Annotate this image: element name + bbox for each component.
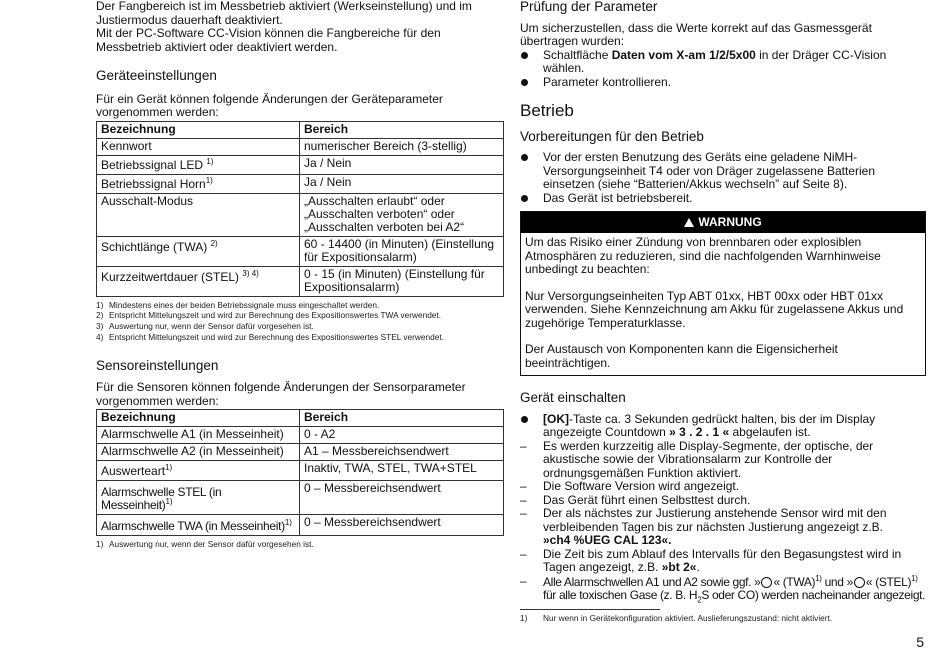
row-name: Ausschalt-Modus [101, 193, 194, 208]
list-item: – Das Gerät führt einen Selbsttest durch. [520, 492, 751, 507]
list-item: – Es werden kurzzeitig alle Display-Segmente, der optische, der akustische sowie der Vibrationsalarm zur Kontrolle der ordnungsgemäßen Funktion aktiviert. [520, 438, 874, 480]
intro-paragraph-1: Der Fangbereich ist im Messbetrieb aktiviert (Werkseinstellung) und im Justiermodus dauerhaft deaktiviert. [96, 0, 472, 27]
row-value: Ja / Nein [300, 155, 504, 174]
row-footnote-ref: 1) [284, 518, 292, 528]
page-number: 5 [916, 634, 924, 650]
row-value: 0 – Messbereichsendwert [300, 515, 504, 536]
row-value: 0 - A2 [300, 427, 504, 444]
operation-heading: Betrieb [520, 101, 574, 120]
column-header-name: Bezeichnung [97, 121, 300, 138]
warning-paragraph: Der Austausch von Komponenten kann die Eigensicherheit beeinträchtigen. [525, 342, 838, 370]
list-item: – Die Software Version wird angezeigt. [520, 479, 740, 493]
device-settings-footnotes [96, 300, 504, 343]
list-item: [OK]-Taste ca. 3 Sekunden gedrückt halten, bis der im Display angezeigte Countdown » 3 . 2 . 1 « abgelaufen ist. [520, 413, 926, 440]
table-row [97, 193, 504, 236]
param-check-heading: Prüfung der Parameter [520, 0, 658, 14]
row-name: Kennwort [101, 138, 152, 153]
left-column [96, 0, 504, 550]
intro-paragraph-2: Mit der PC-Software CC-Vision können die Fangbereiche für den Messbetrieb aktiviert oder deaktiviert werden. [96, 26, 441, 54]
row-footnote-ref: 1) [165, 497, 173, 507]
row-value: numerischer Bereich (3-stellig) [300, 138, 504, 155]
preparation-list [520, 151, 926, 205]
row-name: Alarmschwelle A1 (in Messeinheit) [97, 427, 300, 444]
param-check-list [520, 49, 926, 90]
table-header-row [97, 121, 504, 138]
bullet-icon [521, 79, 528, 86]
device-settings-heading: Geräteeinstellungen [96, 68, 217, 83]
list-item: – Alle Alarmschwellen A1 und A2 sowie ggf. » « (TWA)$^{1)}$ und » « (STEL)$^{1)}$ für alle toxischen Gase (z. B. $H_2S$ oder CO) werden nacheinander angezeigt. [520, 573, 926, 605]
row-value: 0 – Messbereichsendwert [300, 481, 504, 515]
footnote: 3) Auswertung nur, wenn der Sensor dafür vorgesehen ist. [96, 321, 314, 332]
footnote: 1) Nur wenn in Gerätekonfiguration aktiviert. Auslieferungszustand: nicht aktiviert. [520, 612, 833, 623]
table-row [97, 155, 504, 174]
bullet-icon [521, 154, 528, 161]
column-header-range: Bereich [300, 121, 504, 138]
footnote: 2) Entspricht Mittelungszeit und wird zur Berechnung des Expositionswertes TWA verwendet. [96, 310, 442, 321]
bullet-icon [521, 416, 528, 423]
list-item: – Der als nächstes zur Justierung anstehende Sensor wird mit den verbleibenden Tagen bis zur nächsten Justierung angezeigt z.B. »ch4 %UEG CAL 123«. [520, 506, 887, 547]
stel-icon [854, 577, 865, 588]
warning-triangle-icon [684, 218, 694, 227]
bullet-icon [521, 195, 528, 202]
row-footnote-ref: 1) [165, 463, 173, 473]
list-item: Schaltfläche Daten vom X-am 1/2/5x00 in der Dräger CC-Vision wählen. [520, 49, 926, 76]
switch-on-heading: Gerät einschalten [520, 390, 626, 405]
column-header-name: Bezeichnung [97, 410, 300, 427]
table-row [97, 138, 504, 155]
table-row [97, 174, 504, 193]
list-item: Vor der ersten Benutzung des Geräts eine geladene NiMH-Versorgungseinheit T4 oder von Dräger zugelassene Batterien einsetzen (siehe “Batterien/Akkus wechseln” auf Seite 8). [520, 151, 926, 192]
right-column [520, 0, 926, 623]
device-settings-table [96, 121, 504, 297]
table-header-row [97, 410, 504, 427]
warning-box [520, 211, 926, 376]
warning-header: WARNUNG [521, 212, 925, 233]
table-row [97, 236, 504, 266]
row-footnote-ref: 3) 4) [242, 268, 259, 278]
row-name: Alarmschwelle A2 (in Messeinheit) [97, 444, 300, 461]
footnote: 1) Mindestens eines der beiden Betriebssignale muss eingeschaltet werden. [96, 299, 380, 310]
warning-paragraph: Nur Versorgungseinheiten Typ ABT 01xx, HBT 00xx oder HBT 01xx verwenden. Siehe Kennzeichnung am Akku für zugelassene Akkus und zugehörige Temperaturklasse. [525, 288, 904, 330]
table-row [97, 266, 504, 296]
row-name: Kurzzeitwertdauer (STEL) [101, 269, 243, 284]
row-name: Auswerteart [101, 464, 166, 479]
twa-icon [761, 577, 772, 588]
row-value: Inaktiv, TWA, STEL, TWA+STEL [300, 461, 504, 481]
list-item: Das Gerät ist betriebsbereit. [520, 192, 926, 206]
row-value: A1 – Messbereichsendwert [300, 444, 504, 461]
row-footnote-ref: 1) [206, 156, 214, 166]
param-check-text: Um sicherzustellen, dass die Werte korrekt auf das Gasmessgerät übertragen wurden: [520, 20, 872, 48]
sensor-settings-text: Für die Sensoren können folgende Änderungen der Sensorparameter vorgenommen werden: [96, 380, 466, 408]
row-value: Ja / Nein [300, 174, 504, 193]
row-name: Schichtlänge (TWA) [101, 239, 211, 254]
table-row [97, 481, 504, 515]
footnote: 1) Auswertung nur, wenn der Sensor dafür vorgesehen ist. [96, 539, 314, 550]
column-header-range: Bereich [300, 410, 504, 427]
row-value: „Ausschalten erlaubt“ oder „Ausschalten verboten“ oder „Ausschalten verboten bei A2“ [300, 193, 504, 236]
row-footnote-ref: 2) [210, 238, 218, 248]
footnote-rule [520, 609, 660, 610]
row-value: 60 - 14400 (in Minuten) (Einstellung für Expositionsalarm) [300, 236, 504, 266]
row-name: Alarmschwelle STEL (in Messeinheit) [101, 485, 222, 513]
list-item: Parameter kontrollieren. [520, 76, 926, 90]
switch-on-steps [520, 413, 926, 603]
sensor-settings-heading: Sensoreinstellungen [96, 357, 219, 373]
list-item: – Die Zeit bis zum Ablauf des Intervalls für den Begasungstest wird in Tagen angezeigt, z.B. »bt 2«. [520, 546, 902, 574]
row-name: Betriebssignal Horn [101, 176, 206, 191]
warning-body [521, 233, 925, 375]
footnote: 4) Entspricht Mittelungszeit und wird zur Berechnung des Expositionswertes STEL verwendet. [96, 331, 444, 342]
table-row [97, 515, 504, 536]
device-settings-text: Für ein Gerät können folgende Änderungen der Geräteparameter vorgenommen werden: [96, 91, 443, 119]
bullet-icon [521, 52, 528, 59]
row-name: Alarmschwelle TWA (in Messeinheit) [101, 519, 285, 534]
preparation-heading: Vorbereitungen für den Betrieb [520, 128, 704, 144]
warning-paragraph: Um das Risiko einer Zündung von brennbaren oder explosiblen Atmosphären zu reduzieren, sind die nachfolgenden Warnhinweise unbedingt zu beachten: [525, 235, 881, 276]
table-row [97, 427, 504, 444]
sensor-settings-table [96, 409, 504, 536]
table-row [97, 444, 504, 461]
row-footnote-ref: 1) [205, 175, 213, 185]
row-value: 0 - 15 (in Minuten) (Einstellung für Expositionsalarm) [300, 266, 504, 296]
table-row [97, 461, 504, 481]
row-name: Betriebssignal LED [101, 157, 207, 172]
